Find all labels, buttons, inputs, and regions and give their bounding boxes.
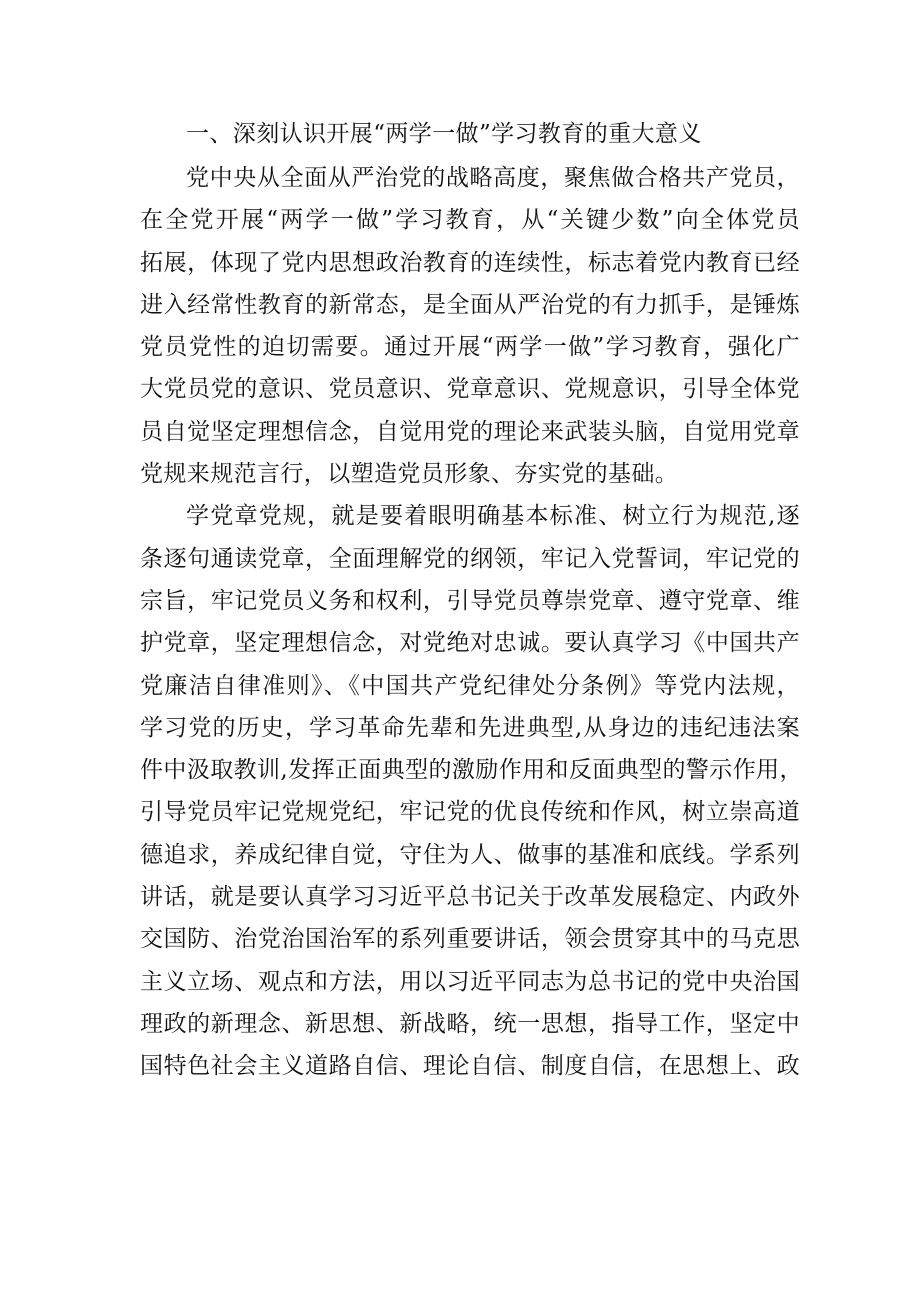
text-line: 护党章，坚定理想信念，对党绝对忠诚。要认真学习《中国共产 (140, 630, 800, 657)
text-line: 大党员党的意识、党员意识、党章意识、党规意识，引导全体党 (140, 376, 800, 403)
text-line: 在全党开展“两学一做”学习教育，从“关键少数”向全体党员 (140, 207, 800, 234)
text-line: 国特色社会主义道路自信、理论自信、制度自信，在思想上、政 (140, 1053, 800, 1080)
text-line: 主义立场、观点和方法，用以习近平同志为总书记的党中央治国 (140, 968, 800, 995)
text-line: 党廉洁自律准则》、《中国共产党纪律处分条例》等党内法规， (140, 672, 800, 699)
document-body (140, 112, 803, 1088)
text-line: 员自觉坚定理想信念，自觉用党的理论来武装头脑，自觉用党章 (140, 418, 800, 445)
text-line: 党规来规范言行，以塑造党员形象、夯实党的基础。 (140, 461, 679, 488)
text-line: 拓展，体现了党内思想政治教育的连续性，标志着党内教育已经 (140, 249, 800, 276)
text-line: 宗旨，牢记党员义务和权利，引导党员尊崇党章、遵守党章、维 (140, 587, 800, 614)
text-line: 理政的新理念、新思想、新战略，统一思想，指导工作，坚定中 (140, 1010, 800, 1037)
text-line: 讲话，就是要认真学习习近平总书记关于改革发展稳定、内政外 (140, 884, 800, 911)
paragraph-study-content (140, 495, 803, 1087)
text-line: 进入经常性教育的新常态，是全面从严治党的有力抓手，是锤炼 (140, 291, 800, 318)
section-heading: 一、深刻认识开展“两学一做”学习教育的重大意义 (186, 121, 702, 147)
text-line: 件中汲取教训,发挥正面典型的激励作用和反面典型的警示作用， (140, 757, 803, 784)
text-line: 党员党性的迫切需要。通过开展“两学一做”学习教育，强化广 (140, 334, 800, 361)
text-line: 条逐句通读党章，全面理解党的纲领，牢记入党誓词，牢记党的 (140, 545, 800, 572)
text-line: 引导党员牢记党规党纪，牢记党的优良传统和作风，树立崇高道 (140, 799, 800, 826)
paragraph-significance (140, 157, 800, 495)
text-line: 学党章党规，就是要着眼明确基本标准、树立行为规范,逐 (186, 503, 800, 530)
text-line: 学习党的历史，学习革命先辈和先进典型,从身边的违纪违法案 (140, 714, 800, 741)
text-line: 交国防、治党治国治军的系列重要讲话，领会贯穿其中的马克思 (140, 926, 800, 953)
text-line: 党中央从全面从严治党的战略高度，聚焦做合格共产党员， (186, 165, 800, 191)
text-line: 德追求，养成纪律自觉，守住为人、做事的基准和底线。学系列 (140, 841, 800, 868)
